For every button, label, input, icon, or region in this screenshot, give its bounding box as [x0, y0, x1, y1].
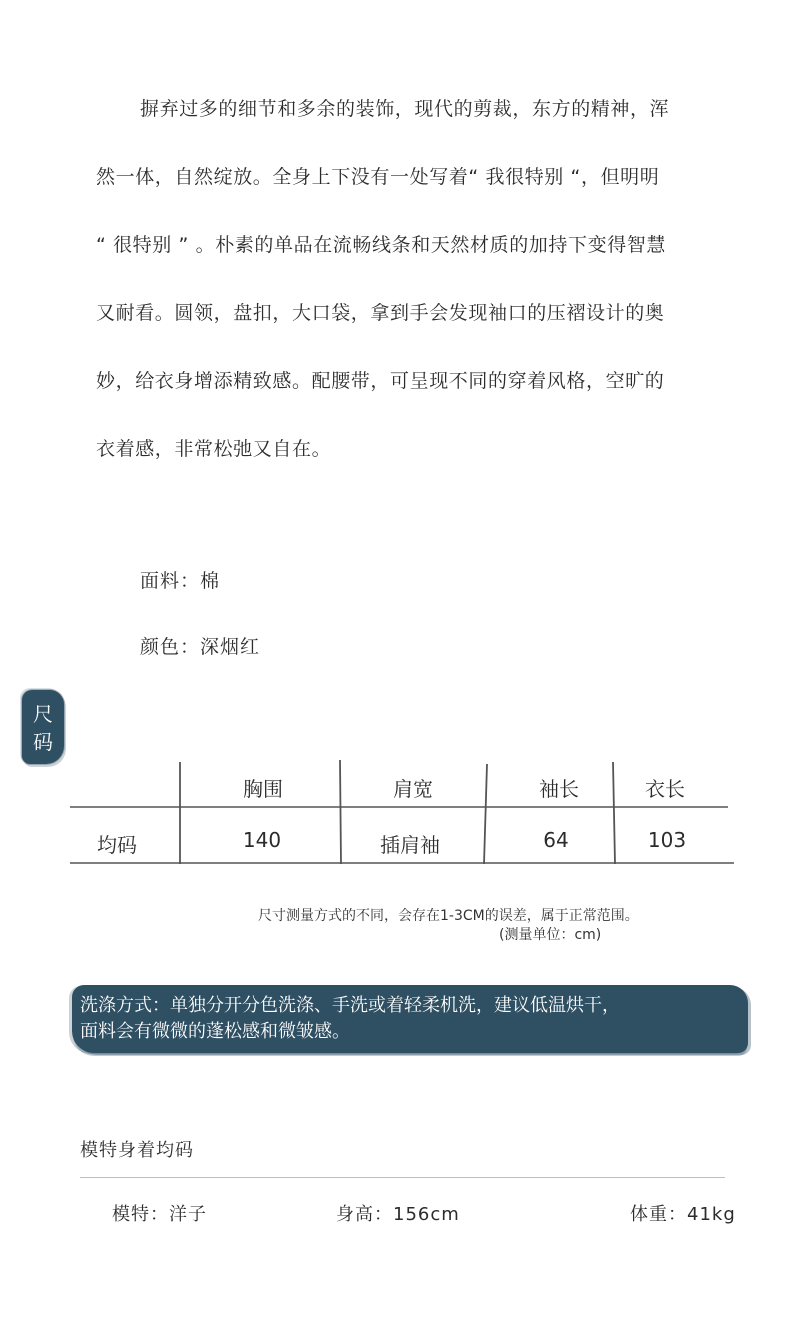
intro-line-5: 妙，给衣身增添精致感。配腰带，可呈现不同的穿着风格，空旷的 — [96, 370, 665, 392]
color-info: 颜色：深烟红 — [140, 636, 261, 658]
intro-line-6: 衣着感，非常松弛又自在。 — [96, 438, 332, 460]
care-line-2: 面料会有微微的蓬松感和微皱感。 — [80, 1021, 350, 1042]
fabric-info: 面料：棉 — [140, 570, 221, 592]
measurement-note: 尺寸测量方式的不同，会存在1-3CM的误差，属于正常范围。 — [258, 908, 639, 924]
row-chest: 140 — [242, 828, 282, 852]
model-height: 身高：156cm — [336, 1204, 460, 1225]
row-shoulder: 插肩袖 — [380, 833, 440, 857]
intro-line-4: 又耐看。圆领，盘扣，大口袋，拿到手会发现袖口的压褶设计的奥 — [96, 302, 665, 324]
intro-line-1: 摒弃过多的细节和多余的装饰，现代的剪裁，东方的精神，浑 — [140, 98, 670, 120]
care-line-1: 洗涤方式：单独分开分色洗涤、手洗或着轻柔机洗，建议低温烘干， — [80, 995, 620, 1016]
header-shoulder: 肩宽 — [393, 777, 433, 801]
intro-line-3: “ 很特别 ” 。朴素的单品在流畅线条和天然材质的加持下变得智慧 — [96, 234, 667, 256]
table-col-divider — [340, 760, 341, 864]
header-sleeve: 袖长 — [539, 777, 579, 801]
size-badge-char-1: 尺 — [33, 702, 53, 726]
care-instructions-banner — [72, 985, 748, 1053]
model-name: 模特：洋子 — [112, 1204, 207, 1225]
table-col-divider — [484, 764, 487, 864]
size-badge-char-2: 码 — [33, 730, 53, 754]
measurement-unit: (测量单位：cm) — [499, 927, 602, 943]
intro-line-2: 然一体，自然绽放。全身上下没有一处写着“ 我很特别 “，但明明 — [96, 166, 660, 188]
header-chest: 胸围 — [243, 777, 283, 801]
table-col-divider — [613, 762, 615, 864]
row-label: 均码 — [97, 833, 137, 857]
model-size-title: 模特身着均码 — [80, 1140, 194, 1161]
model-weight: 体重：41kg — [630, 1204, 736, 1225]
row-sleeve: 64 — [543, 828, 569, 852]
size-section-badge — [22, 690, 64, 764]
header-length: 衣长 — [645, 777, 685, 801]
row-length: 103 — [647, 828, 687, 852]
model-divider — [80, 1177, 725, 1178]
